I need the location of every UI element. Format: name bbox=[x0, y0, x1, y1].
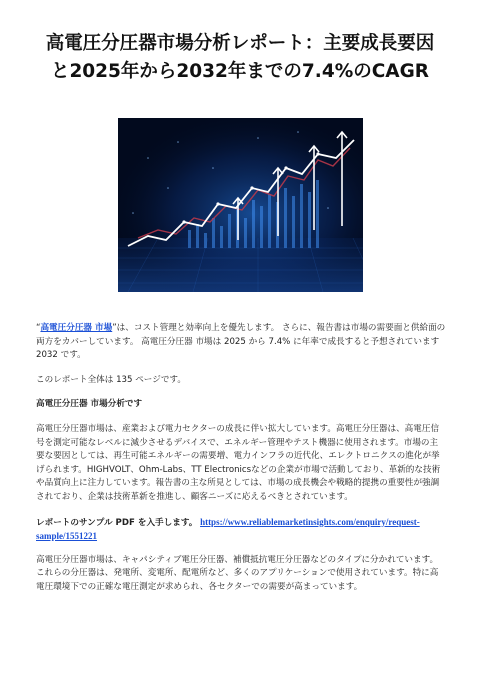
page-title bbox=[0, 30, 480, 86]
analysis-paragraph: 高電圧分圧器市場は、産業および電力セクターの成長に伴い拡大しています。高電圧分圧器は、高電圧信号を測定可能なレベルに減少させるデバイスで、エネルギー管理やテスト機器に使用されます。市場の主要な要因としては、再生可能エネルギーの需要増、電力インフラの近代化、エレクトロニクスの進化が挙げられます。HIGHVOLT、Ohm-Labs、TT Electronicsなどの企業が市場で活動しており、革新的な技術や品質向上に注力しています。報告書の主な所見としては、市場の成長機会や戦略的提携の重要性が強調されており、企業は技術革新を推進し、顧客ニーズに応えるべきとされています。 bbox=[36, 423, 441, 502]
analysis-heading: 高電圧分圧器 市場分析です bbox=[36, 399, 143, 410]
sample-url-link[interactable]: https://www.reliablemarketinsights.com/enquiry/request-sample/1551221 bbox=[36, 516, 420, 542]
stock-market-chart-image bbox=[118, 118, 363, 292]
title-line-2: と2025年から2032年までの7.4%のCAGR bbox=[50, 61, 430, 82]
open-quote: “ bbox=[36, 323, 41, 333]
intro-text: ”は、コスト管理と効率向上を優先します。 さらに、報告書は市場の需要面と供給面の両方をカバーしています。 高電圧分圧器 市場は 2025 から 7.4% に年率で成長すると予想されています2032 です。 bbox=[36, 323, 446, 361]
pages-note: このレポート全体は 135 ページです。 bbox=[36, 374, 186, 385]
article-body bbox=[36, 322, 446, 595]
market-link[interactable]: 高電圧分圧器 市場 bbox=[40, 323, 113, 333]
types-paragraph: 高電圧分圧器市場は、キャパシティブ電圧分圧器、補償抵抗電圧分圧器などのタイプに分かれています。これらの分圧器は、発電所、変電所、配電所など、多くのアプリケーションで使用されています。特に高電圧環境下での正確な電圧測定が求められ、各セクターでの需要が高まっています。 bbox=[36, 554, 439, 592]
chart-illustration bbox=[118, 118, 363, 292]
title-line-1: 高電圧分圧器市場分析レポート：主要成長要因 bbox=[45, 33, 435, 54]
intro-paragraph bbox=[36, 322, 446, 363]
sample-label: レポートのサンプル PDF を入手します。 bbox=[36, 517, 198, 528]
sample-paragraph bbox=[36, 516, 446, 545]
